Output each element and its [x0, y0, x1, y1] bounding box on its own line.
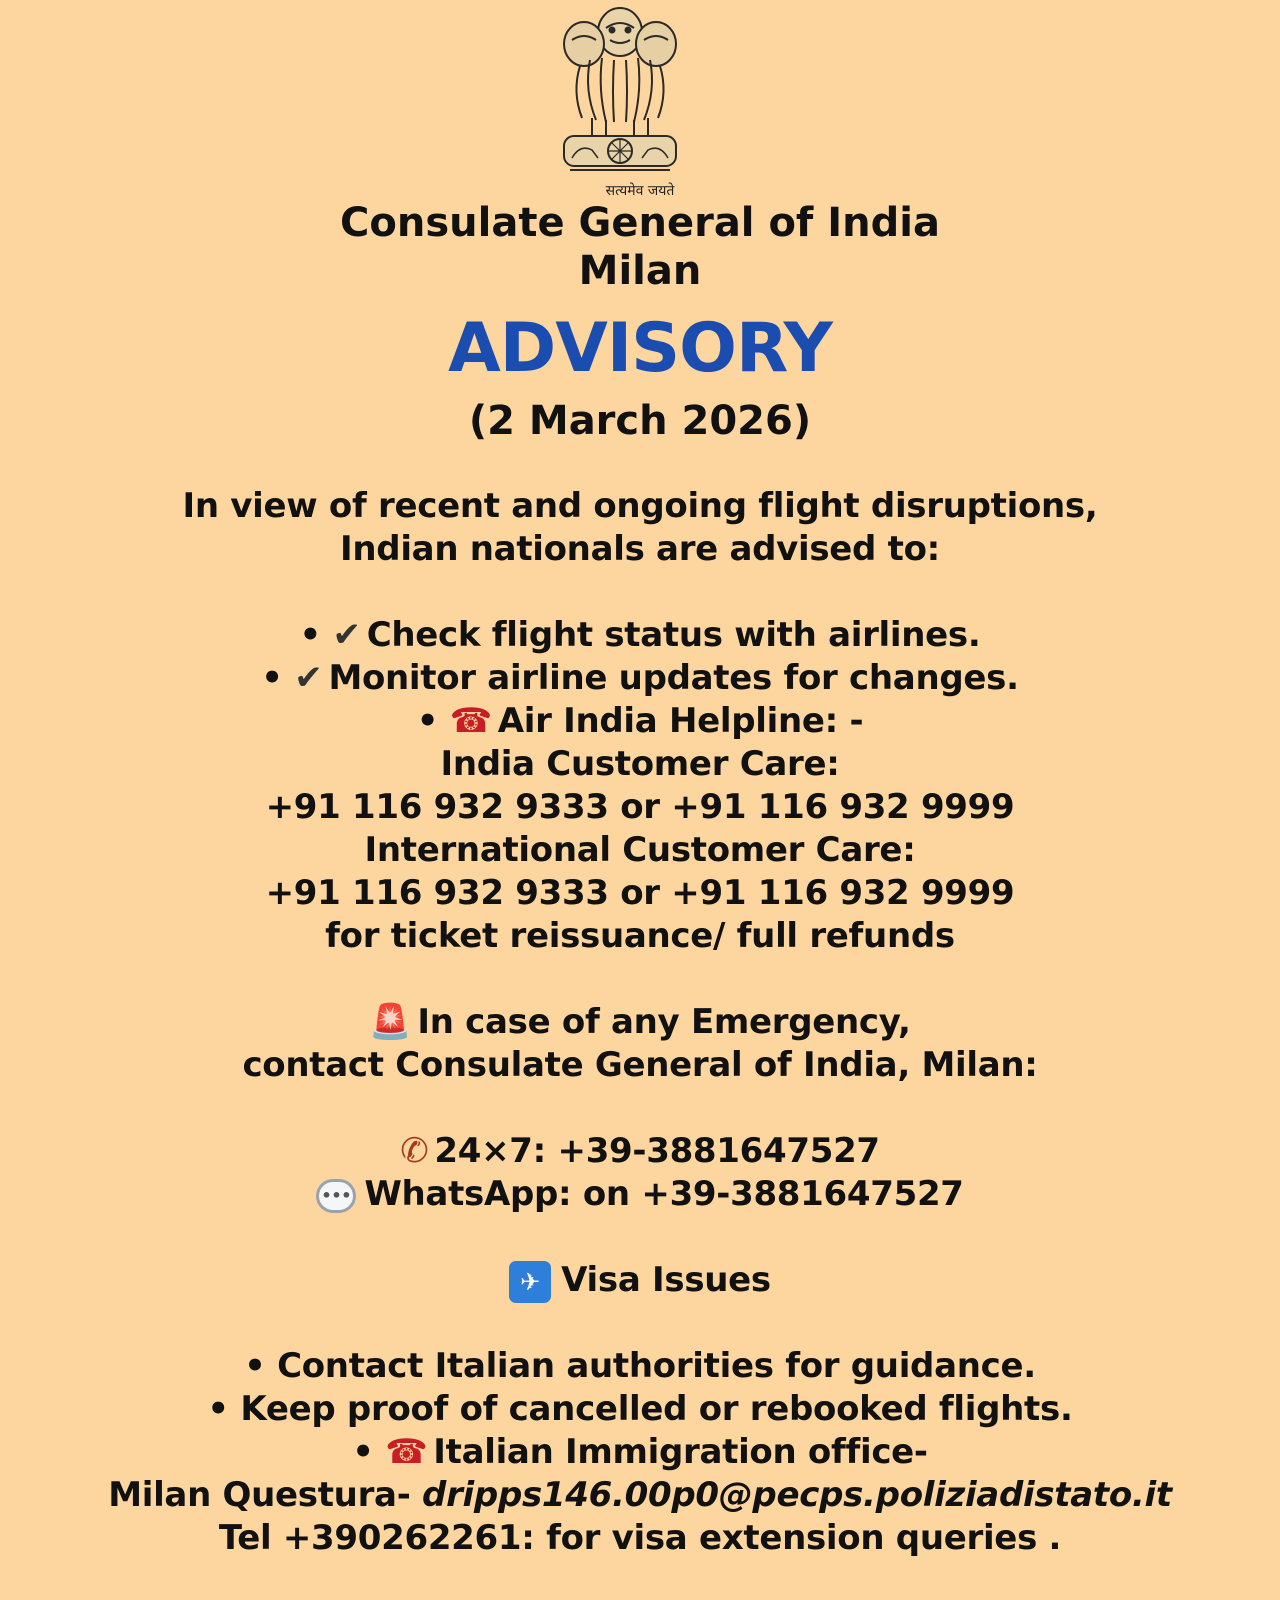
intl-care-numbers: +91 116 932 9333 or +91 116 932 9999 [265, 873, 1015, 913]
visa-item-text: Italian Immigration office- [433, 1432, 928, 1472]
questura-email[interactable]: dripps146.00p0@pecps.poliziadistato.it [422, 1475, 1172, 1515]
intro-line-2: Indian nationals are advised to: [340, 529, 940, 569]
emergency-line-1 [0, 1001, 1280, 1043]
police-light-icon: 🚨 [369, 1002, 412, 1042]
bullet: • [299, 615, 333, 655]
emergency-line-2: contact Consulate General of India, Milan: [242, 1045, 1038, 1085]
visa-item-proof [0, 1388, 1280, 1430]
hotline-text: 24×7: +39-3881647527 [434, 1131, 880, 1171]
visa-heading-text: Visa Issues [561, 1260, 771, 1300]
bullet: • [261, 658, 295, 698]
whatsapp-text: WhatsApp: on +39-3881647527 [364, 1174, 964, 1214]
check-mark-icon: ✔ [332, 615, 361, 655]
advice-item-helpline [0, 700, 1280, 742]
advisory-date: (2 March 2026) [468, 398, 812, 444]
bullet: • [416, 701, 450, 741]
consulate-city: Milan [578, 248, 702, 294]
helpline-purpose: for ticket reissuance/ full refunds [325, 916, 955, 956]
check-mark-icon: ✔ [294, 658, 323, 698]
hotline [0, 1130, 1280, 1172]
advice-item-monitor [0, 657, 1280, 699]
visa-item-authorities [0, 1345, 1280, 1387]
emblem-motto: सत्यमेव जयते [605, 183, 675, 199]
questura-telephone: Tel +390262261: for visa extension queries . [218, 1518, 1062, 1558]
advice-item-text: Air India Helpline: - [497, 701, 864, 741]
telephone-icon: ☎ [385, 1432, 428, 1472]
advisory-heading: ADVISORY [448, 309, 832, 388]
advice-item-check-status [0, 614, 1280, 656]
questura-contact [0, 1474, 1280, 1516]
emergency-text: In case of any Emergency, [417, 1002, 911, 1042]
questura-label: Milan Questura- [108, 1475, 423, 1515]
passport-control-icon: ✈ [509, 1261, 551, 1303]
phone-receiver-icon: ✆ [400, 1131, 429, 1171]
intro-line-1: In view of recent and ongoing flight disruptions, [182, 486, 1098, 526]
advice-item-text: Monitor airline updates for changes. [328, 658, 1019, 698]
speech-bubble-icon: ••• [316, 1179, 356, 1213]
intl-care-label: International Customer Care: [364, 830, 916, 870]
ashoka-lion-capital-emblem [550, 0, 690, 185]
india-care-numbers: +91 116 932 9333 or +91 116 932 9999 [265, 787, 1015, 827]
visa-item-text: Keep proof of cancelled or rebooked flights. [240, 1389, 1073, 1429]
india-care-label: India Customer Care: [440, 744, 840, 784]
bullet: • [244, 1346, 278, 1386]
whatsapp-contact [0, 1173, 1280, 1215]
bullet: • [352, 1432, 386, 1472]
advice-item-text: Check flight status with airlines. [366, 615, 981, 655]
telephone-icon: ☎ [449, 701, 492, 741]
visa-item-text: Contact Italian authorities for guidance. [277, 1346, 1036, 1386]
consulate-title: Consulate General of India [340, 200, 940, 246]
visa-item-immigration [0, 1431, 1280, 1473]
visa-heading [0, 1259, 1280, 1303]
national-emblem [550, 0, 690, 205]
bullet: • [207, 1389, 241, 1429]
